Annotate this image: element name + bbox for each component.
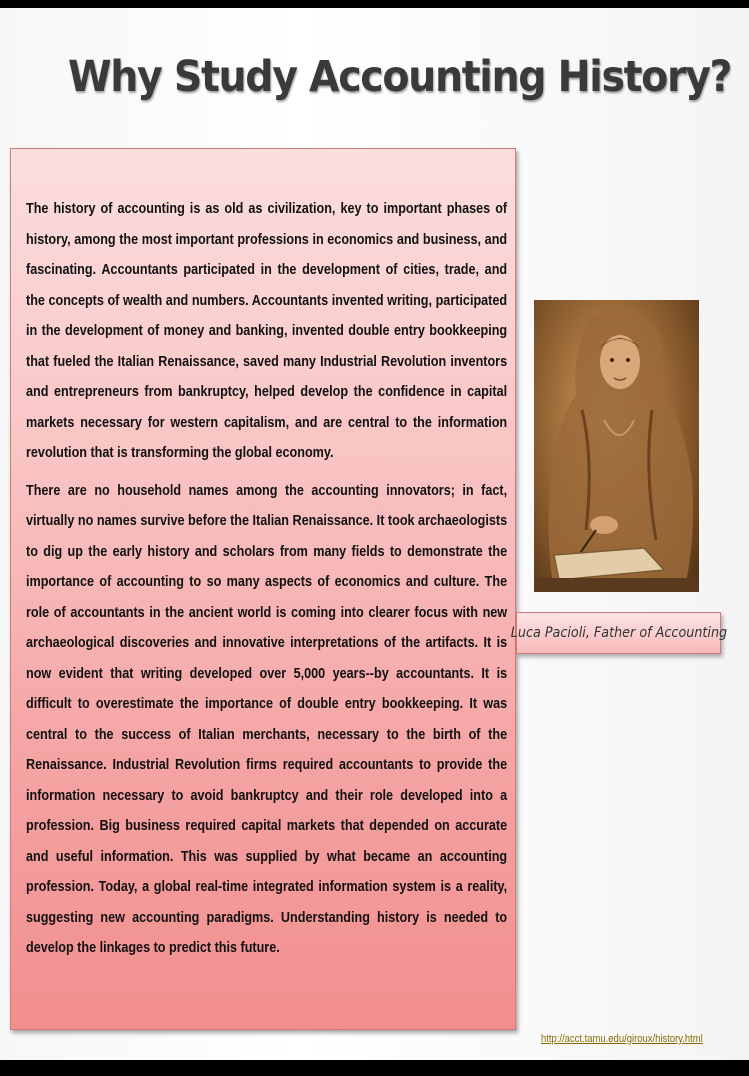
history-text-box xyxy=(10,148,516,1030)
paragraph-innovators: There are no household names among the accounting innovators; in fact, virtually no names survive before the Italian Renaissance. It took archaeologists to dig up the early history and scholars from many fields to demonstrate the importance of accounting to so many aspects of economics and culture. The role of accountants in the ancient world is coming into clearer focus with new archaeological discoveries and innovative interpretations of the artifacts. It is now evident that writing developed over 5,000 years--by accountants. It is difficult to overestimate the importance of double entry bookkeeping. It was central to the success of Italian merchants, necessary to the birth of the Renaissance. Industrial Revolution firms required accountants to provide the information necessary to avoid bankruptcy and their role developed into a profession. Big business required capital markets that depended on accurate and useful information. This was supplied by what became an accounting profession. Today, a global real-time integrated information system is a reality, suggesting new accounting paradigms. Understanding history is needed to develop the linkages to predict this future. xyxy=(26,482,508,956)
paragraph-intro: The history of accounting is as old as civilization, key to important phases of history, among the most important professions in economics and business, and fascinating. Accountants participated in the development of cities, trade, and the concepts of wealth and numbers. Accountants invented writing, participated in the development of money and banking, invented double entry bookkeeping that fueled the Italian Renaissance, saved many Industrial Revolution inventors and entrepreneurs from bankruptcy, helped develop the confidence in capital markets necessary for western capitalism, and are central to the information revolution that is transforming the global economy. xyxy=(26,201,508,461)
portrait-caption: Luca Pacioli, Father of Accounting xyxy=(510,625,727,641)
luca-pacioli-portrait xyxy=(534,300,699,592)
slide-title: Why Study Accounting History? xyxy=(68,52,732,102)
slide xyxy=(0,8,749,1060)
source-link[interactable]: http://acct.tamu.edu/giroux/history.html xyxy=(541,1033,703,1045)
portrait-caption-box xyxy=(510,612,727,654)
portrait-illustration xyxy=(534,300,699,592)
